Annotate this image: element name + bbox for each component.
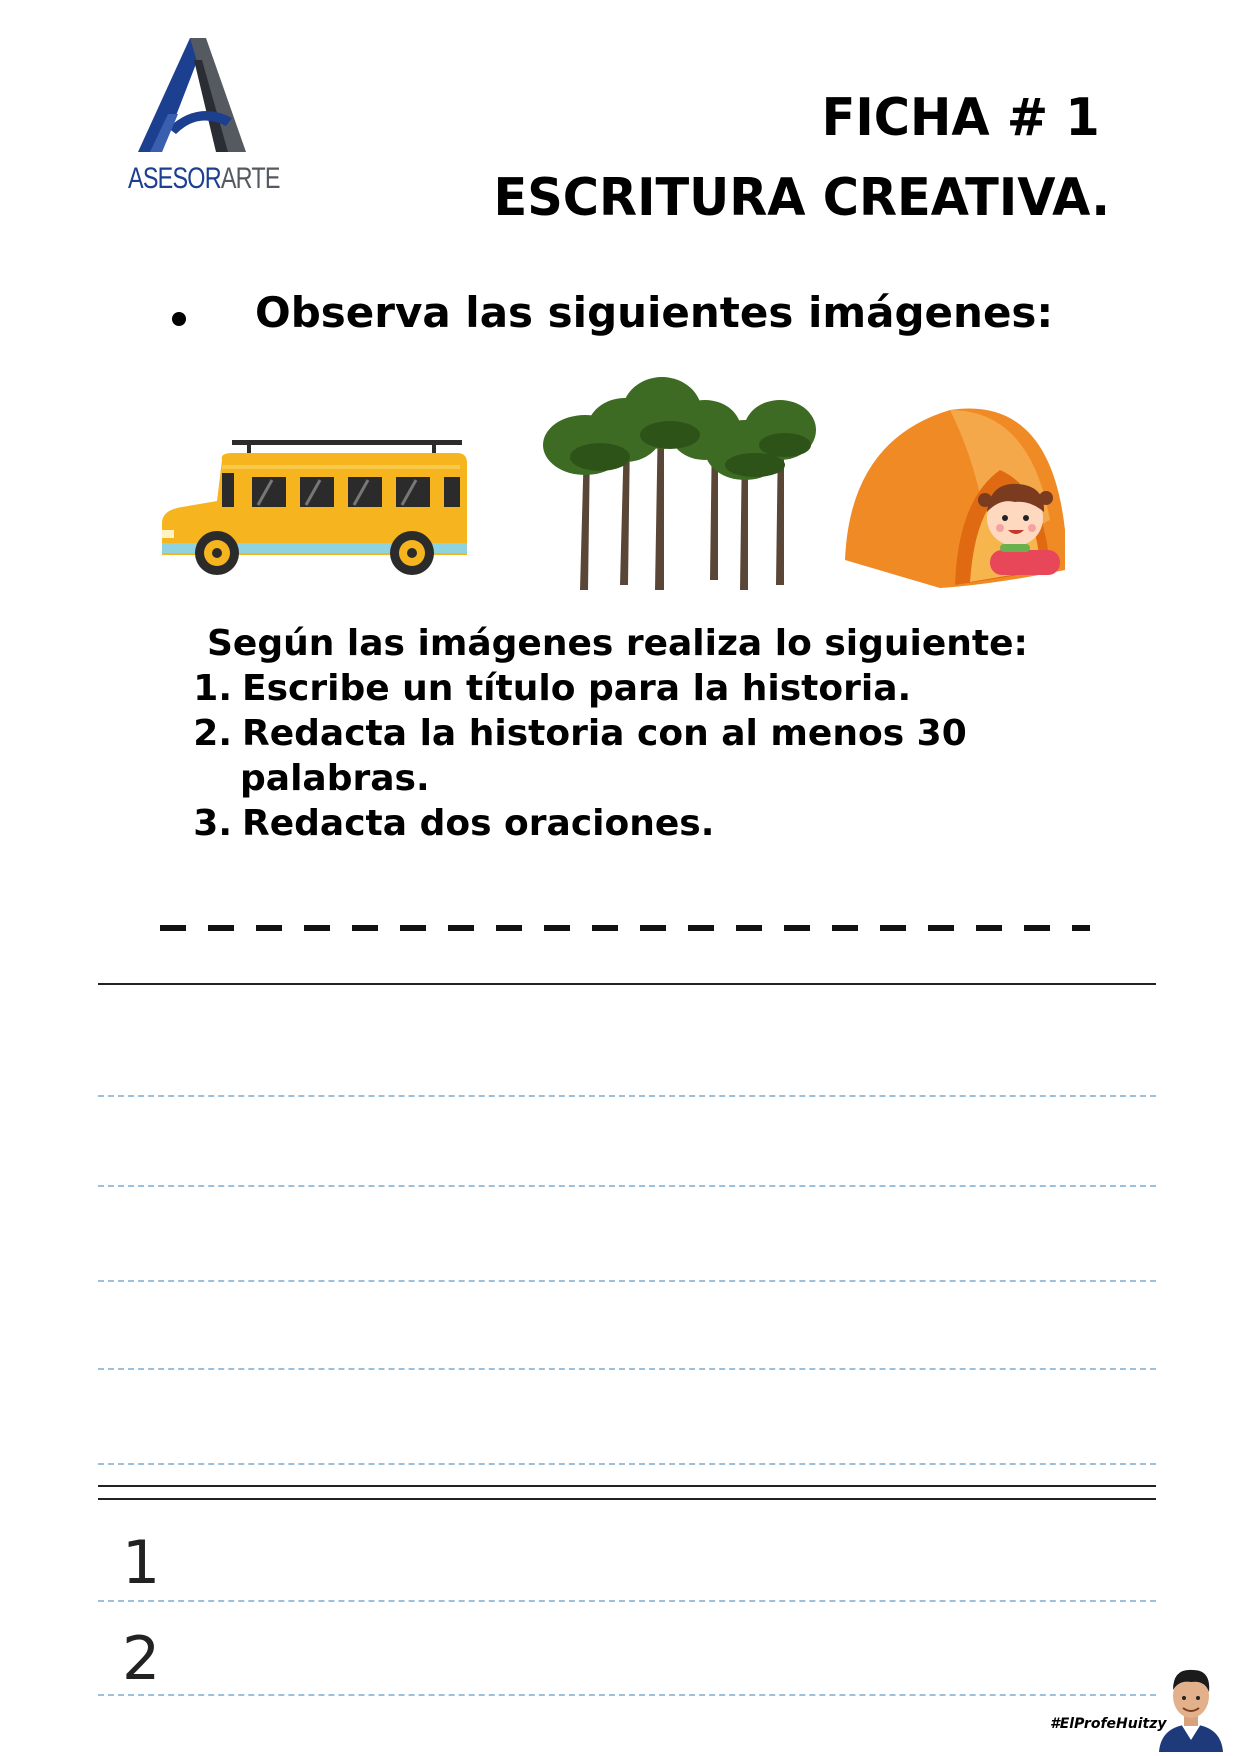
sentence-label-1: 1 [122, 1528, 161, 1598]
story-writing-line[interactable] [98, 1368, 1156, 1370]
task-text: Escribe un título para la historia. [242, 668, 912, 709]
task-number: 1. [193, 668, 232, 709]
story-writing-line[interactable] [98, 1185, 1156, 1187]
sentence-label-2: 2 [122, 1624, 161, 1694]
story-writing-line[interactable] [98, 1095, 1156, 1097]
bus-icon [162, 435, 472, 589]
task-item [190, 668, 911, 709]
section-divider [98, 1498, 1156, 1500]
task-text-continuation: palabras. [240, 758, 430, 799]
logo-text-part1: ASESOR [128, 162, 221, 195]
logo-text [128, 162, 280, 196]
page-title-line2: ESCRITURA CREATIVA. [493, 168, 1110, 228]
section-divider [98, 1485, 1156, 1487]
task-item [190, 713, 967, 754]
story-writing-top-line [98, 983, 1156, 985]
instruction-text: Observa las siguientes imágenes: [255, 288, 1054, 337]
title-writing-line[interactable] [160, 925, 1090, 931]
task-number: 3. [193, 803, 232, 844]
page-title-line1: FICHA # 1 [821, 88, 1100, 148]
tent-with-girl-icon [840, 400, 1085, 594]
sentence-writing-line[interactable] [98, 1694, 1156, 1696]
avatar [1155, 1660, 1227, 1756]
sentence-writing-line[interactable] [98, 1600, 1156, 1602]
author-tag: #ElProfeHuitzy [1050, 1716, 1167, 1732]
task-number: 2. [193, 713, 232, 754]
task-item [190, 803, 714, 844]
tasks-intro: Según las imágenes realiza lo siguiente: [207, 623, 1028, 664]
logo-text-part2: ARTE [220, 162, 280, 195]
asesorarte-logo-icon [128, 30, 278, 165]
trees-icon [540, 375, 820, 604]
task-text: Redacta la historia con al menos 30 [242, 713, 967, 754]
bullet-icon [172, 312, 186, 326]
story-writing-line[interactable] [98, 1463, 1156, 1465]
task-text: Redacta dos oraciones. [242, 803, 715, 844]
story-writing-line[interactable] [98, 1280, 1156, 1282]
